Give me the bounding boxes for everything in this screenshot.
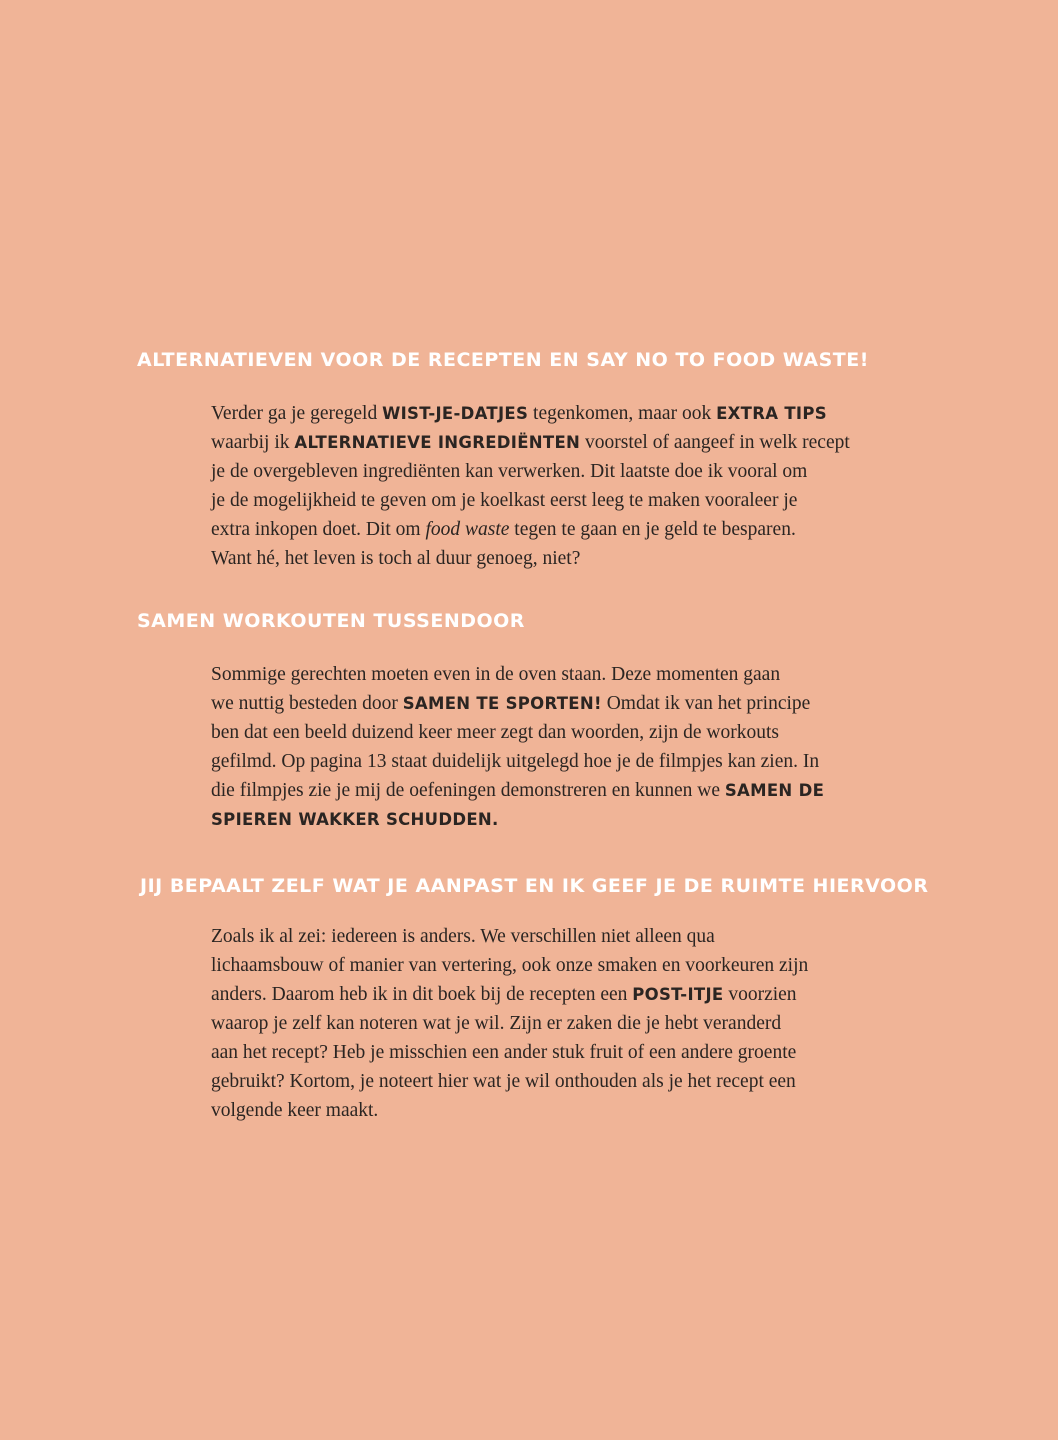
section-heading-workouts: SAMEN WORKOUTEN TUSSENDOOR <box>137 610 525 632</box>
text-run: lichaamsbouw of manier van vertering, ook onze smaken en voorkeuren zijn <box>211 955 809 976</box>
text-run: tegen te gaan en je geld te besparen. <box>509 519 796 540</box>
text-run: waarop je zelf kan noteren wat je wil. Zijn er zaken die je hebt veranderd <box>211 1013 782 1034</box>
text-line <box>211 951 851 980</box>
text-run: voorzien <box>723 984 797 1005</box>
text-line <box>211 718 851 747</box>
text-run: Sommige gerechten moeten even in de oven staan. Deze momenten gaan <box>211 664 781 685</box>
text-run: anders. Daarom heb ik in dit boek bij de recepten een <box>211 984 633 1005</box>
section-heading-adjustments: JIJ BEPAALT ZELF WAT JE AANPAST EN IK GEEF JE DE RUIMTE HIERVOOR <box>140 875 929 897</box>
section-body-workouts <box>211 660 851 834</box>
highlighted-term: SAMEN DE <box>724 781 825 800</box>
text-run: Zoals ik al zei: iedereen is anders. We verschillen niet alleen qua <box>211 926 715 947</box>
section-body-food-waste <box>211 399 851 573</box>
text-line <box>211 776 851 805</box>
text-run: die filmpjes zie je mij de oefeningen demonstreren en kunnen we <box>211 780 725 801</box>
text-run: aan het recept? Heb je misschien een ander stuk fruit of een andere groente <box>211 1042 797 1063</box>
text-line <box>211 1009 851 1038</box>
text-run: extra inkopen doet. Dit om <box>211 519 426 540</box>
text-run: gefilmd. Op pagina 13 staat duidelijk uitgelegd hoe je de filmpjes kan zien. In <box>211 751 820 772</box>
section-heading-food-waste: ALTERNATIEVEN VOOR DE RECEPTEN EN SAY NO TO FOOD WASTE! <box>137 349 869 371</box>
text-run: waarbij ik <box>211 432 295 453</box>
text-run: Want hé, het leven is toch al duur genoeg, niet? <box>211 548 581 569</box>
text-run: Verder ga je geregeld <box>211 403 383 424</box>
text-line <box>211 544 851 573</box>
text-line <box>211 747 851 776</box>
text-run: tegenkomen, maar ook <box>528 403 717 424</box>
text-line <box>211 515 851 544</box>
highlighted-term: WIST-JE-DATJES <box>382 404 529 423</box>
text-line <box>211 1038 851 1067</box>
text-line <box>211 660 851 689</box>
highlighted-term: SPIEREN WAKKER SCHUDDEN. <box>211 810 499 829</box>
text-line <box>211 457 851 486</box>
text-line <box>211 805 851 834</box>
highlighted-term: POST-ITJE <box>632 985 724 1004</box>
text-run: je de mogelijkheid te geven om je koelkast eerst leeg te maken vooraleer je <box>211 490 798 511</box>
text-line <box>211 1067 851 1096</box>
text-line <box>211 1096 851 1125</box>
text-line <box>211 689 851 718</box>
section-body-adjustments <box>211 922 851 1125</box>
text-run: we nuttig besteden door <box>211 693 403 714</box>
text-run: ben dat een beeld duizend keer meer zegt dan woorden, zijn de workouts <box>211 722 779 743</box>
text-run: je de overgebleven ingrediënten kan verwerken. Dit laatste doe ik vooral om <box>211 461 808 482</box>
text-line <box>211 399 851 428</box>
text-run: voorstel of aangeef in welk recept <box>580 432 850 453</box>
highlighted-term: SAMEN TE SPORTEN! <box>402 694 602 713</box>
text-run: Omdat ik van het principe <box>601 693 811 714</box>
highlighted-term: ALTERNATIEVE INGREDIËNTEN <box>294 433 581 452</box>
text-run: volgende keer maakt. <box>211 1100 379 1121</box>
text-line <box>211 486 851 515</box>
highlighted-term: EXTRA TIPS <box>716 404 827 423</box>
italic-term: food waste <box>425 519 510 540</box>
text-run: gebruikt? Kortom, je noteert hier wat je wil onthouden als je het recept een <box>211 1071 796 1092</box>
text-line <box>211 428 851 457</box>
text-line <box>211 922 851 951</box>
text-line <box>211 980 851 1009</box>
